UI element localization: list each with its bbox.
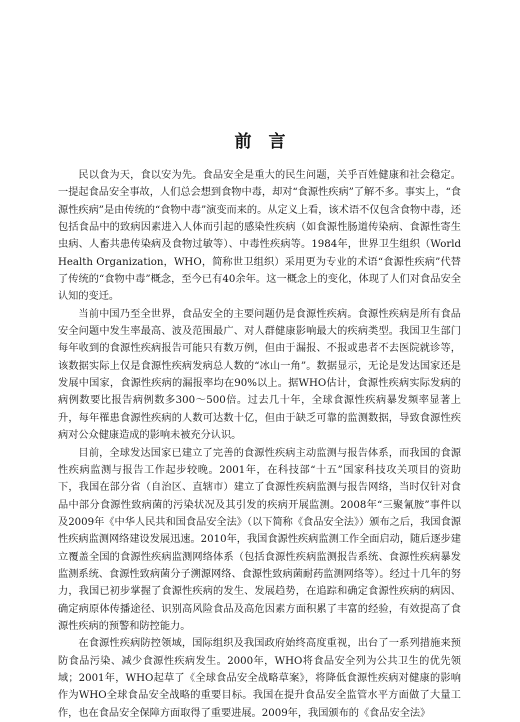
paragraph: 民以食为天，食以安为先。食品安全是重大的民生问题，关乎百姓健康和社会稳定。一提起食品安全事故，人们总会想到食物中毒，却对“食源性疾病”了解不多。事实上，“食源性疾病”是由传统的“食物中毒”演变而来的。从定义上看，该术语不仅包含食物中毒，还包括食品中的致病因素进入人体而引起的感染性疾病（如食源性肠道传染病、食源性寄生虫病、人畜共患传染病及食物过敏等）、中毒性疾病等。1984年，世界卫生组织（World Health Organization，WHO，简称世卫组织）采用更为专业的术语“食源性疾病”代替了传统的“食物中毒”概念，至今已有40余年。这一概念上的变化，体现了人们对食品安全认知的变迁。 <box>58 170 461 303</box>
paragraph: 在食源性疾病防控领域，国际组织及我国政府始终高度重视，出台了一系列措施来预防食品污染、减少食源性疾病发生。2000年，WHO将食品安全列为公共卫生的优先领域；2001年，WHO起草了《全球食品安全战略草案》，将降低食源性疾病对健康的影响作为WHO全球食品安全战略的重要目标。我国在提升食品安全监管水平方面做了大量工作，也在食品安全保障方面取得了重要进展。2009年，我国颁布的《食品安全法》 <box>58 638 461 719</box>
paragraph: 当前中国乃至全世界，食品安全的主要问题仍是食源性疾病。食源性疾病是所有食品安全问题中发生率最高、波及范围最广、对人群健康影响最大的疾病类型。我国卫生部门每年收到的食源性疾病报告可能只有数万例，但由于漏报、不报或患者不去医院就诊等，该数据实际上仅是食源性疾病发病总人数的“冰山一角”。数据显示，无论是发达国家还是发展中国家，食源性疾病的漏报率均在90%以上。据WHO估计，食源性疾病实际发病的病例数要比报告病例数多300～500倍。过去几十年，全球食源性疾病暴发频率显著上升，每年罹患食源性疾病的人数可达数十亿，但由于缺乏可靠的监测数据，导致食源性疾病对公众健康造成的影响未被充分认识。 <box>58 308 461 442</box>
page-title: 前 言 <box>234 132 286 152</box>
paragraph: 目前，全球发达国家已建立了完善的食源性疾病主动监测与报告体系，而我国的食源性疾病监测与报告工作起步较晚。2001年，在科技部“十五”国家科技攻关项目的资助下，我国在部分省（自治区、直辖市）建立了食源性疾病监测与报告网络，当时仅针对食品中部分食源性致病菌的污染状况及其引发的疾病开展监测。2008年“三聚氰胺”事件以及2009年《中华人民共和国食品安全法》（以下简称《食品安全法》）颁布之后，我国食源性疾病监测网络建设发展迅速。2010年，我国食源性疾病监测工作全面启动，随后逐步建立覆盖全国的食源性疾病监测网络体系（包括食源性疾病监测报告系统、食源性疾病暴发监测系统、食源性致病菌分子溯源网络、食源性致病菌耐药监测网络等）。经过十几年的努力，我国已初步掌握了食源性疾病的发生、发展趋势，在追踪和确定食源性疾病的病因、确定病原体传播途径、识别高风险食品及高危因素方面积累了丰富的经验，有效提高了食源性疾病的预警和防控能力。 <box>58 447 461 632</box>
document-body <box>58 167 461 722</box>
